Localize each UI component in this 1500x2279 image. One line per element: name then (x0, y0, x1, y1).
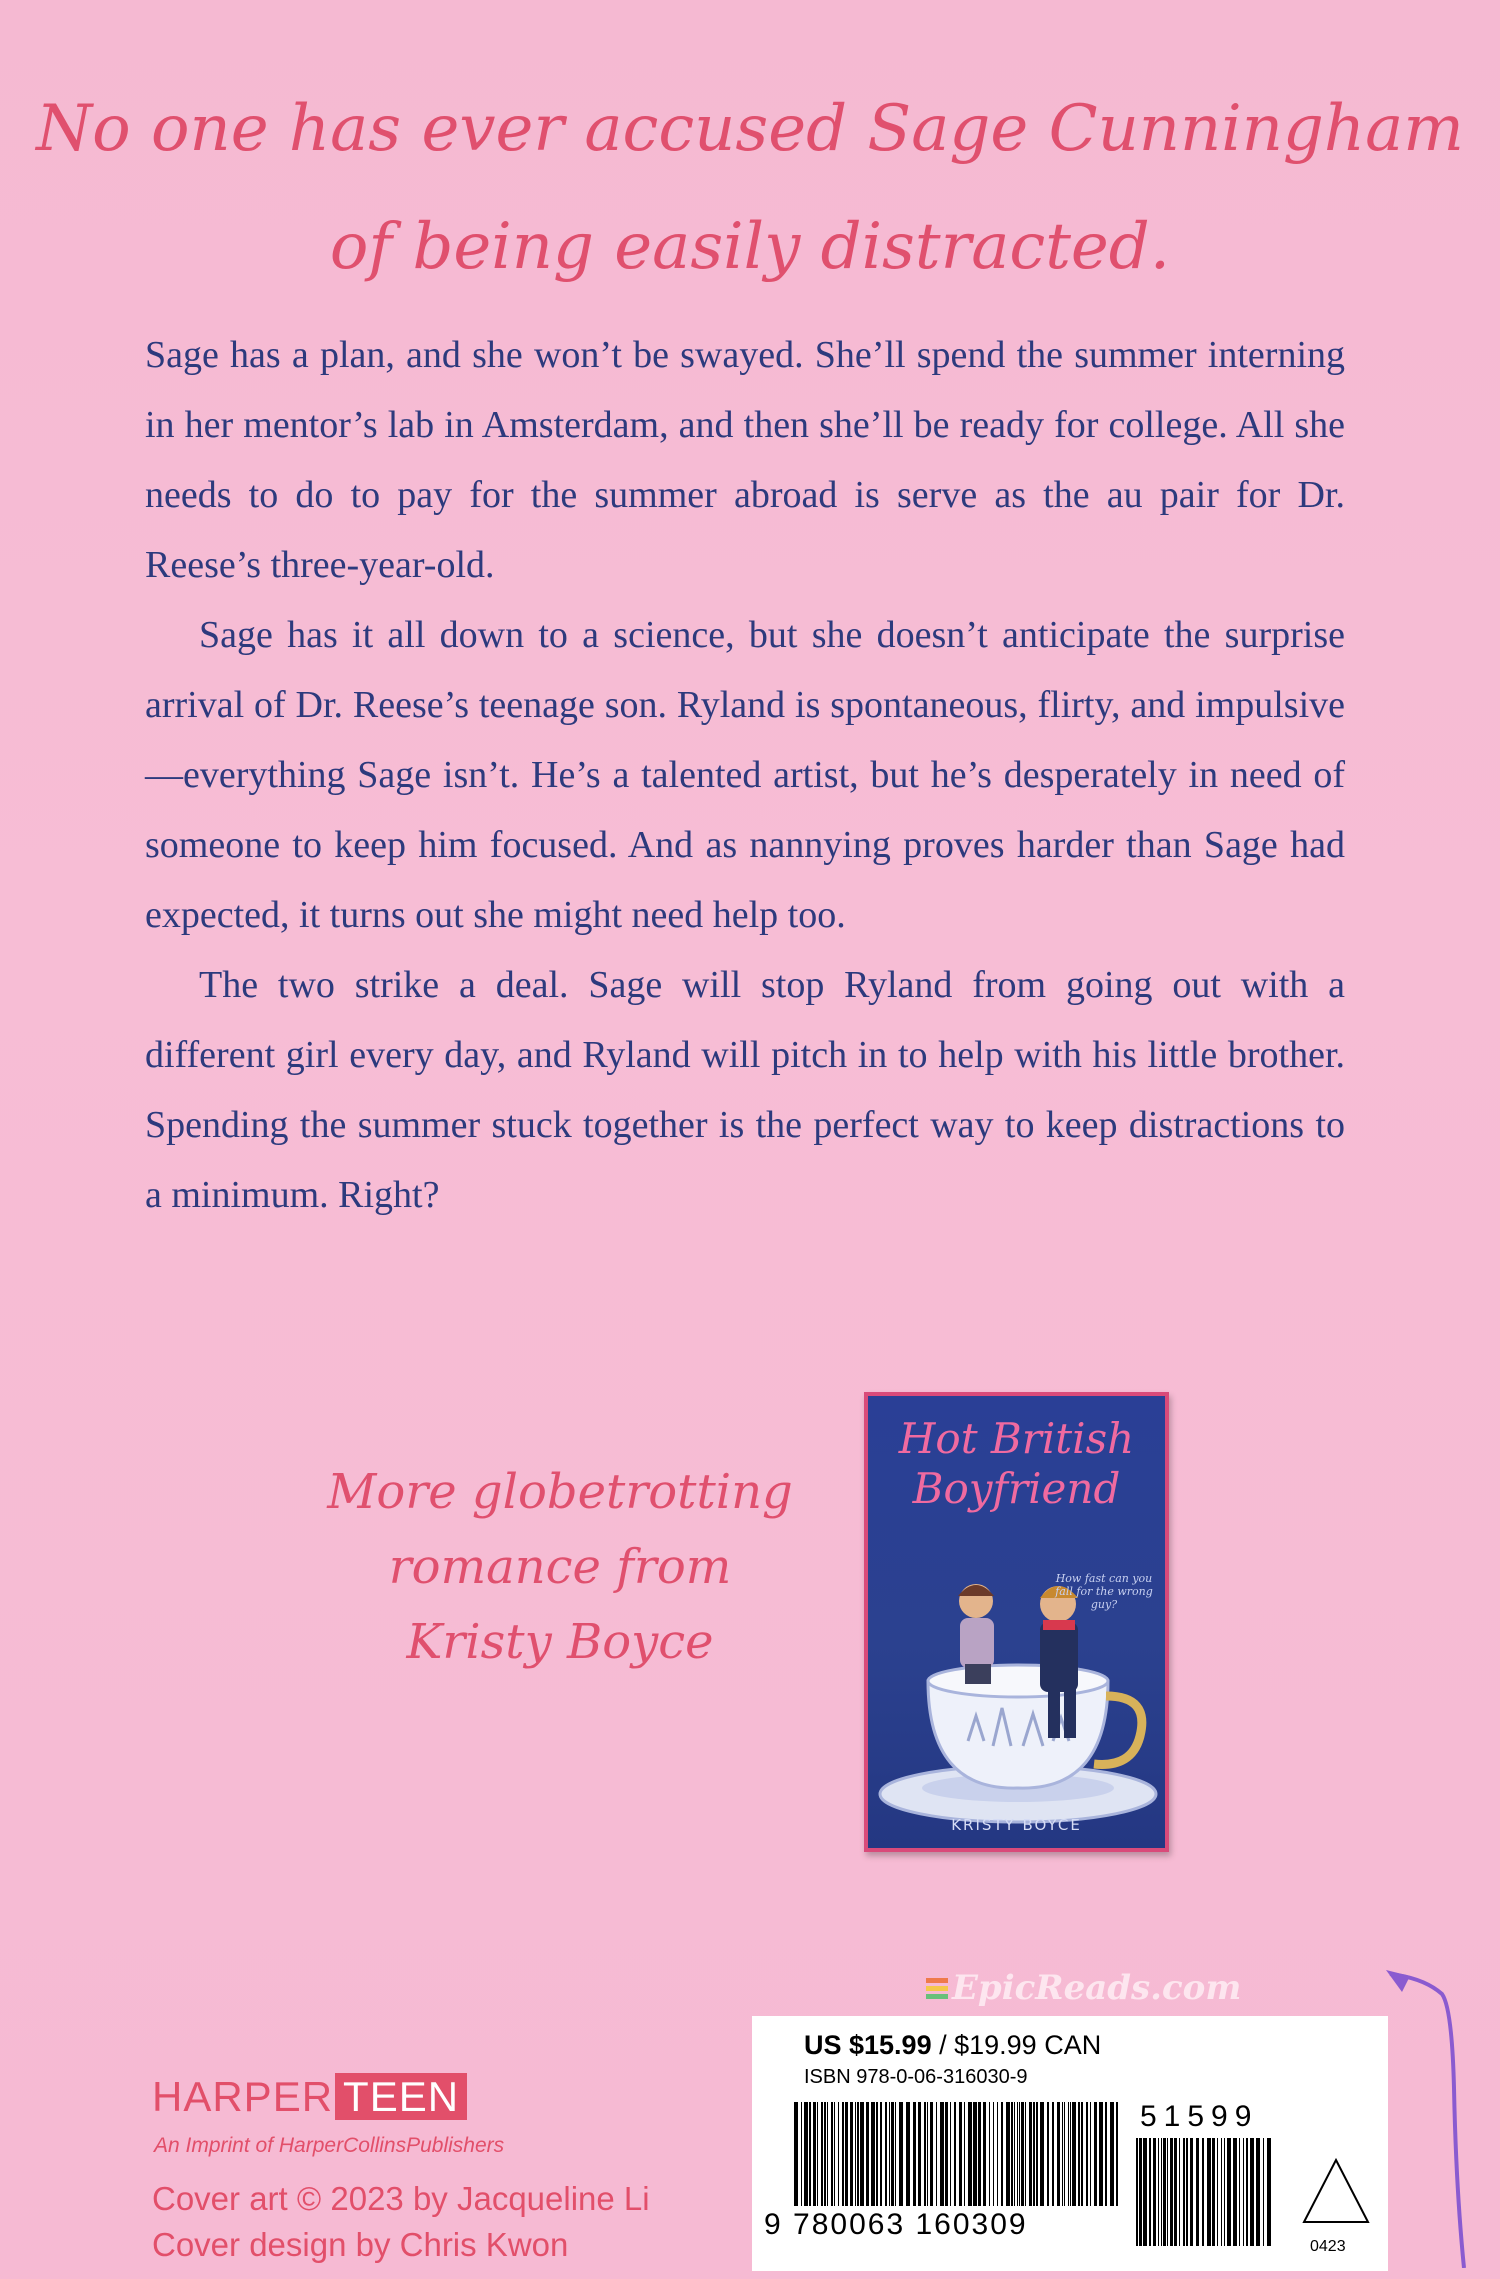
price-us: US $15.99 (804, 2030, 932, 2060)
logo-harper: HARPER (152, 2073, 334, 2120)
barcode-bar (1078, 2102, 1080, 2206)
barcode-bar (1105, 2102, 1107, 2206)
barcode-bar (866, 2102, 869, 2206)
barcode-bar (1190, 2138, 1193, 2246)
featured-book-title-line-2: Boyfriend (912, 1464, 1121, 1513)
color-bars-icon (926, 1978, 948, 2000)
triangle-icon (1300, 2156, 1372, 2228)
barcode-bar (1072, 2102, 1076, 2206)
ean-digits: 9 780063 160309 (764, 2208, 1028, 2241)
barcode-bar (989, 2102, 990, 2206)
barcode-bar (804, 2102, 808, 2206)
barcode-bar (1153, 2138, 1156, 2246)
barcode-bar (817, 2102, 818, 2206)
barcode-bar (968, 2102, 972, 2206)
barcode-bar (1224, 2138, 1225, 2246)
barcode-bar (1227, 2138, 1231, 2246)
barcode-bar (1256, 2138, 1260, 2246)
barcode-bar (860, 2102, 864, 2206)
featured-book-title (868, 1414, 1165, 1514)
ean-barcode (794, 2102, 1119, 2214)
barcode-bar (824, 2102, 826, 2206)
barcode-bar (1136, 2138, 1138, 2246)
barcode-bar (1243, 2138, 1244, 2246)
cover-credits (152, 2176, 650, 2268)
barcode-bar (1163, 2138, 1166, 2246)
imprint-line: An Imprint of HarperCollinsPublishers (154, 2134, 505, 2157)
description-paragraph-1: Sage has a plan, and she won’t be swayed. She’ll spend the summer interning in her mentor’s lab in Amsterdam, and then she’ll be ready for college. All she needs to do to pay for the summer abroad is serve as the au pair for Dr. Reese’s three-year-old. (145, 334, 1345, 586)
description-paragraph-2: Sage has it all down to a science, but she doesn’t anticipate the surprise arrival of Dr. Reese’s teenage son. Ryland is spontaneous, flirty, and impulsive—everything Sage isn’t. He’s a talented artist, but he’s desperately in need of someone to keep him focused. And as nannying proves harder than Sage had expected, it turns out she might need help too. (145, 614, 1345, 936)
barcode-bar (945, 2102, 948, 2206)
promo-line-2: romance from (388, 1539, 732, 1595)
tagline-line-1: No one has ever accused Sage Cunningham (36, 92, 1464, 166)
barcode-bar (918, 2102, 921, 2206)
barcode-bar (1170, 2138, 1173, 2246)
barcode-bar (1064, 2102, 1065, 2206)
barcode-bar (1029, 2102, 1032, 2206)
label-code: 0423 (1310, 2238, 1346, 2255)
barcode-bar (1057, 2102, 1060, 2206)
barcode-bar (1217, 2138, 1218, 2246)
addon-digits: 51599 (1140, 2100, 1259, 2133)
barcode-bar (964, 2102, 965, 2206)
barcode-bar (1250, 2138, 1254, 2246)
barcode-bar (845, 2102, 848, 2206)
barcode-bar (857, 2102, 859, 2206)
featured-book-cover (864, 1392, 1169, 1852)
barcode-bar (827, 2102, 828, 2206)
tagline (0, 70, 1500, 306)
featured-book-title-line-1: Hot British (898, 1414, 1135, 1463)
barcode-bar (1186, 2138, 1188, 2246)
featured-book-tagline: How fast can you fall for the wrong guy? (1055, 1572, 1153, 1611)
barcode-bar (842, 2102, 844, 2206)
barcode-bar (1267, 2138, 1271, 2246)
epic-reads-logo (952, 1968, 1241, 2008)
barcode-bar (1158, 2138, 1159, 2246)
barcode-bar (1062, 2102, 1063, 2206)
barcode-bar (1239, 2138, 1240, 2246)
book-description (145, 320, 1345, 1230)
barcode-bar (1233, 2138, 1237, 2246)
description-paragraph-3: The two strike a deal. Sage will stop Ryland from going out with a different girl every day, and Ryland will pitch in to help with his little brother. Spending the summer stuck together is the perfect way to keep distractions to a minimum. Right? (145, 964, 1345, 1216)
barcode-bar (1139, 2138, 1142, 2246)
barcode-bar (899, 2102, 903, 2206)
barcode-bar (936, 2102, 937, 2206)
price-can: / $19.99 CAN (939, 2030, 1102, 2060)
barcode-bar (876, 2102, 878, 2206)
barcode-bar (950, 2102, 951, 2206)
barcode-bar (889, 2102, 890, 2206)
barcode-bar (993, 2102, 994, 2206)
barcode-bar (1167, 2138, 1168, 2246)
featured-book-author: KRISTY BOYCE (951, 1816, 1082, 1834)
barcode-bar (940, 2102, 944, 2206)
barcode-bar (855, 2102, 856, 2206)
barcode-bar (809, 2102, 811, 2206)
barcode-bar (1040, 2102, 1044, 2206)
barcode-bar (1099, 2102, 1103, 2206)
barcode-bar (1036, 2102, 1038, 2206)
barcode-bar (1212, 2138, 1215, 2246)
barcode-bar (801, 2102, 802, 2206)
barcode-bar (1001, 2102, 1003, 2206)
price-line (804, 2030, 1101, 2061)
barcode-bar (821, 2102, 823, 2206)
bookmark-ribbon-icon (1384, 1968, 1494, 2268)
barcode-bar (1019, 2102, 1020, 2206)
logo-teen: TEEN (335, 2073, 467, 2120)
barcode-bar (1183, 2138, 1185, 2246)
cover-art-credit: Cover art © 2023 by Jacqueline Li (152, 2180, 650, 2217)
barcode-bar (913, 2102, 916, 2206)
barcode-bar (794, 2102, 798, 2206)
barcode-bar (959, 2102, 962, 2206)
barcode-bar (1025, 2102, 1026, 2206)
barcode-bar (1081, 2102, 1083, 2206)
barcode-bar (880, 2102, 882, 2206)
barcode-bar (895, 2102, 896, 2206)
barcode-bar (1047, 2102, 1049, 2206)
promo-line-3: Kristy Boyce (406, 1614, 714, 1670)
barcode-bar (831, 2102, 833, 2206)
barcode-bar (973, 2102, 977, 2206)
barcode-bar (1068, 2102, 1069, 2206)
barcode-bar (1161, 2138, 1162, 2246)
barcode-bar (927, 2102, 928, 2206)
isbn-number: ISBN 978-0-06-316030-9 (804, 2066, 1028, 2088)
barcode-bar (1221, 2138, 1222, 2246)
barcode-bar (834, 2102, 835, 2206)
harperteen-logo (152, 2073, 467, 2125)
barcode-bar (885, 2102, 887, 2206)
barcode-bar (1033, 2102, 1035, 2206)
barcode-bar (983, 2102, 986, 2206)
barcode-bar (871, 2102, 875, 2206)
barcode-bar (891, 2102, 894, 2206)
barcode-bar (1143, 2138, 1147, 2246)
barcode-bar (1006, 2102, 1010, 2206)
barcode-bar (1202, 2138, 1204, 2246)
barcode-bar (1086, 2102, 1088, 2206)
addon-barcode (1136, 2138, 1276, 2248)
barcode-bar (1246, 2138, 1248, 2246)
barcode-label (752, 2016, 1388, 2271)
barcode-bar (1021, 2102, 1024, 2206)
barcode-bar (1179, 2138, 1180, 2246)
website-text: EpicReads.com (952, 1968, 1242, 2008)
barcode-bar (850, 2102, 853, 2206)
barcode-bar (838, 2102, 839, 2206)
barcode-bar (997, 2102, 998, 2206)
barcode-bar (1094, 2102, 1097, 2206)
barcode-bar (954, 2102, 956, 2206)
barcode-bar (978, 2102, 981, 2206)
barcode-bar (1052, 2102, 1054, 2206)
barcode-bar (924, 2102, 926, 2206)
promo-text (300, 1455, 820, 1680)
barcode-bar (1011, 2102, 1013, 2206)
barcode-bar (1090, 2102, 1091, 2206)
barcode-bar (1174, 2138, 1177, 2246)
barcode-bar (1263, 2138, 1264, 2246)
tagline-line-2: of being easily distracted. (329, 210, 1171, 284)
barcode-bar (1017, 2102, 1018, 2206)
barcode-bar (930, 2102, 933, 2206)
barcode-bar (906, 2102, 910, 2206)
barcode-bar (1070, 2102, 1071, 2206)
barcode-bar (1149, 2138, 1151, 2246)
cover-design-credit: Cover design by Chris Kwon (152, 2226, 569, 2263)
barcode-bar (1116, 2102, 1118, 2206)
barcode-bar (813, 2102, 816, 2206)
barcode-bar (1196, 2138, 1199, 2246)
promo-line-1: More globetrotting (327, 1464, 793, 1520)
barcode-bar (1014, 2102, 1015, 2206)
barcode-bar (1207, 2138, 1211, 2246)
barcode-bar (1110, 2102, 1114, 2206)
